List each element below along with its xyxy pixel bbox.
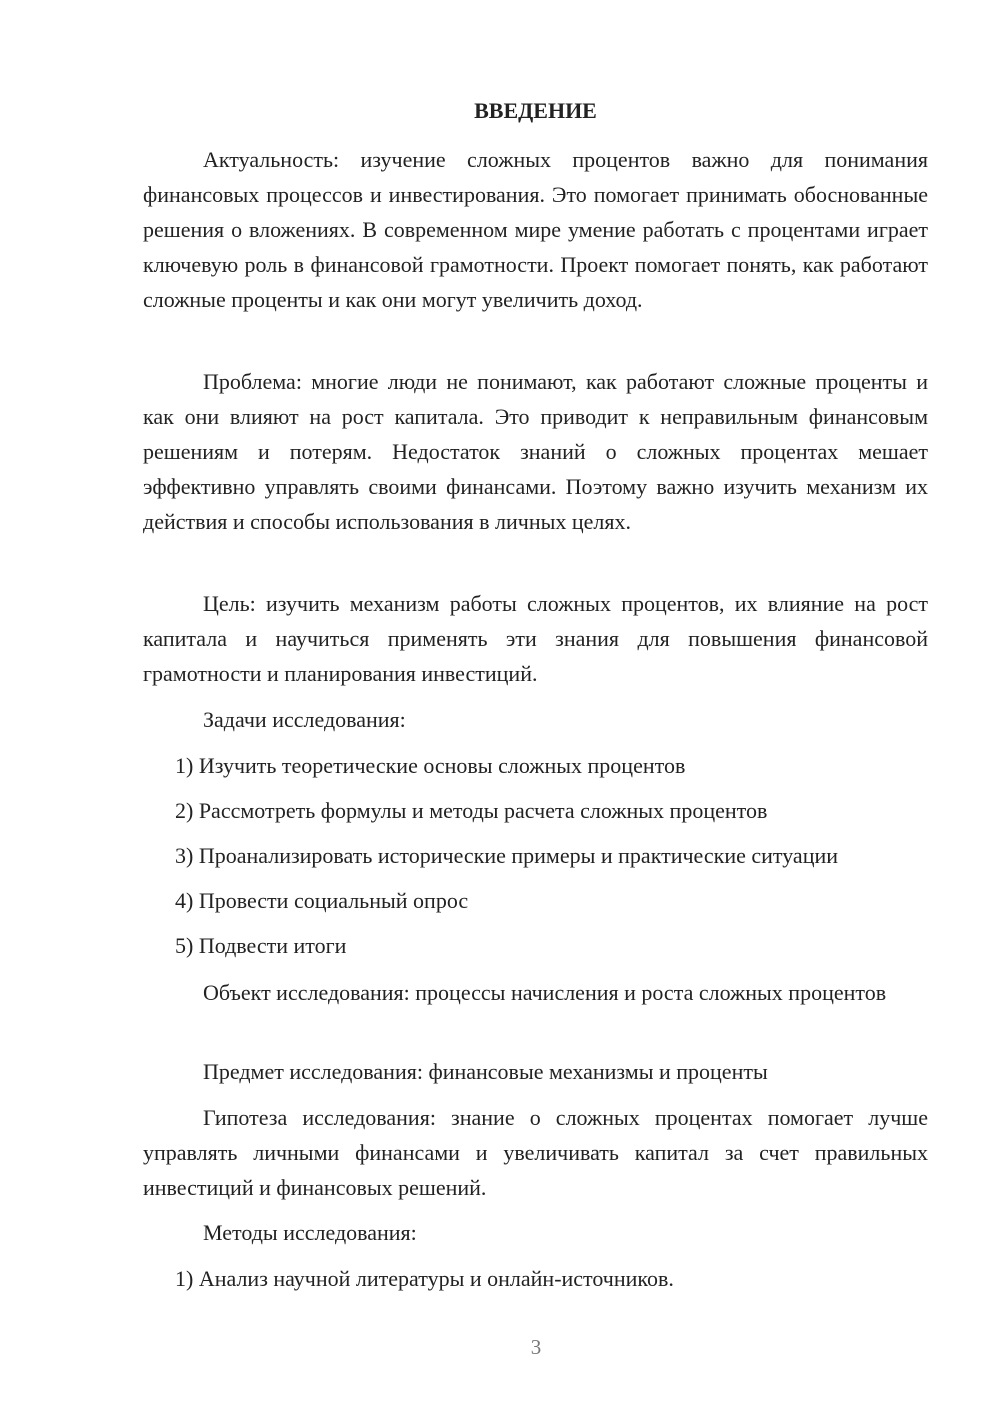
tasks-heading: Задачи исследования:: [203, 707, 406, 732]
task-item-5: 5) Подвести итоги: [175, 933, 347, 958]
problem-paragraph: Проблема: многие люди не понимают, как работают сложные проценты и как они влияют на рост капитала. Это приводит к неправильным финансовым решениям и потерям. Недостаток знаний о сложных процентах мешает эффективно управлять своими финансами. Поэтому важно изучить механизм их действия и способы использования в личных целях.: [143, 369, 928, 534]
task-item-4: 4) Провести социальный опрос: [175, 888, 469, 913]
method-item-1: 1) Анализ научной литературы и онлайн-источников.: [175, 1266, 674, 1291]
object-paragraph: Объект исследования: процессы начисления и роста сложных процентов: [203, 980, 887, 1005]
hypothesis-paragraph: Гипотеза исследования: знание о сложных процентах помогает лучше управлять личными финансами и увеличивать капитал за счет правильных инвестиций и финансовых решений.: [143, 1105, 928, 1200]
page-title: ВВЕДЕНИЕ: [474, 98, 597, 123]
task-item-2: 2) Рассмотреть формулы и методы расчета сложных процентов: [175, 798, 768, 823]
methods-heading: Методы исследования:: [203, 1220, 417, 1245]
page-number: 3: [530, 1335, 542, 1359]
subject-paragraph: Предмет исследования: финансовые механизмы и проценты: [203, 1059, 768, 1084]
goal-paragraph: Цель: изучить механизм работы сложных процентов, их влияние на рост капитала и научиться применять эти знания для повышения финансовой грамотности и планирования инвестиций.: [143, 591, 928, 686]
task-item-1: 1) Изучить теоретические основы сложных процентов: [175, 753, 686, 778]
relevance-paragraph: Актуальность: изучение сложных процентов важно для понимания финансовых процессов и инвестирования. Это помогает принимать обоснованные решения о вложениях. В современном мире умение работать с процентами играет ключевую роль в финансовой грамотности. Проект помогает понять, как работают сложные проценты и как они могут увеличить доход.: [143, 147, 928, 312]
task-item-3: 3) Проанализировать исторические примеры и практические ситуации: [175, 843, 839, 868]
